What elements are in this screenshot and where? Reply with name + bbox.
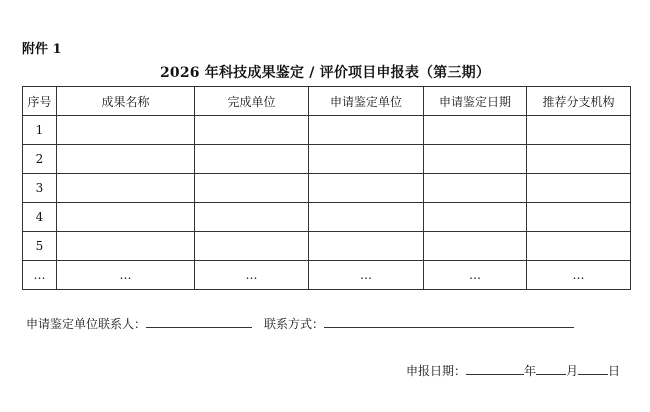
recommending-branch-cell[interactable] — [527, 203, 631, 232]
month-blank[interactable] — [536, 361, 566, 375]
achievement-name-cell[interactable] — [57, 145, 195, 174]
month-label: 月 — [565, 364, 578, 378]
completing-unit-cell[interactable] — [195, 116, 309, 145]
appraisal-date-cell[interactable] — [424, 116, 527, 145]
appraisal-date-cell[interactable] — [424, 174, 527, 203]
ellipsis-cell: … — [23, 261, 57, 290]
day-label: 日 — [607, 364, 620, 378]
serial-cell: 3 — [23, 174, 57, 203]
completing-unit-cell[interactable] — [195, 203, 309, 232]
contact-line — [26, 314, 574, 332]
applying-unit-cell[interactable] — [309, 232, 424, 261]
attachment-label: 附件 1 — [22, 42, 62, 57]
recommending-branch-cell[interactable] — [527, 174, 631, 203]
header-serial-number: 序号 — [23, 87, 57, 116]
achievement-name-cell[interactable] — [57, 232, 195, 261]
form-title: 2026 年科技成果鉴定 / 评价项目申报表（第三期） — [159, 65, 491, 81]
contact-method-blank[interactable] — [324, 314, 574, 328]
applying-unit-cell[interactable] — [309, 174, 424, 203]
day-blank[interactable] — [578, 361, 608, 375]
recommending-branch-cell[interactable] — [527, 116, 631, 145]
appraisal-date-cell[interactable] — [424, 145, 527, 174]
table-row — [23, 232, 631, 261]
year-blank[interactable] — [466, 361, 524, 375]
contact-person-blank[interactable] — [146, 314, 252, 328]
completing-unit-cell[interactable] — [195, 174, 309, 203]
date-label: 申报日期： — [405, 364, 466, 378]
contact-method-label: 联系方式： — [264, 317, 325, 331]
applying-unit-cell[interactable] — [309, 203, 424, 232]
achievement-name-cell[interactable] — [57, 116, 195, 145]
application-date-line — [406, 361, 620, 379]
achievement-name-cell[interactable] — [57, 174, 195, 203]
ellipsis-cell: … — [424, 261, 527, 290]
table-row — [23, 174, 631, 203]
recommending-branch-cell[interactable] — [527, 232, 631, 261]
ellipsis-cell: … — [195, 261, 309, 290]
serial-cell: 4 — [23, 203, 57, 232]
table-row — [23, 145, 631, 174]
ellipsis-cell: … — [309, 261, 424, 290]
completing-unit-cell[interactable] — [195, 145, 309, 174]
table-row — [23, 203, 631, 232]
header-recommending-branch: 推荐分支机构 — [527, 87, 631, 116]
table-row — [23, 116, 631, 145]
ellipsis-cell: … — [57, 261, 195, 290]
table-row-ellipsis — [23, 261, 631, 290]
achievement-name-cell[interactable] — [57, 203, 195, 232]
applying-unit-cell[interactable] — [309, 145, 424, 174]
appraisal-date-cell[interactable] — [424, 232, 527, 261]
table-header-row — [23, 87, 631, 116]
recommending-branch-cell[interactable] — [527, 145, 631, 174]
serial-cell: 2 — [23, 145, 57, 174]
serial-cell: 5 — [23, 232, 57, 261]
header-appraisal-date: 申请鉴定日期 — [424, 87, 527, 116]
appraisal-date-cell[interactable] — [424, 203, 527, 232]
serial-cell: 1 — [23, 116, 57, 145]
year-label: 年 — [523, 364, 536, 378]
ellipsis-cell: … — [527, 261, 631, 290]
contact-person-label: 申请鉴定单位联系人： — [26, 317, 147, 331]
header-completing-unit: 完成单位 — [195, 87, 309, 116]
header-applying-unit: 申请鉴定单位 — [309, 87, 424, 116]
applying-unit-cell[interactable] — [309, 116, 424, 145]
application-table — [22, 86, 631, 290]
header-achievement-name: 成果名称 — [57, 87, 195, 116]
completing-unit-cell[interactable] — [195, 232, 309, 261]
